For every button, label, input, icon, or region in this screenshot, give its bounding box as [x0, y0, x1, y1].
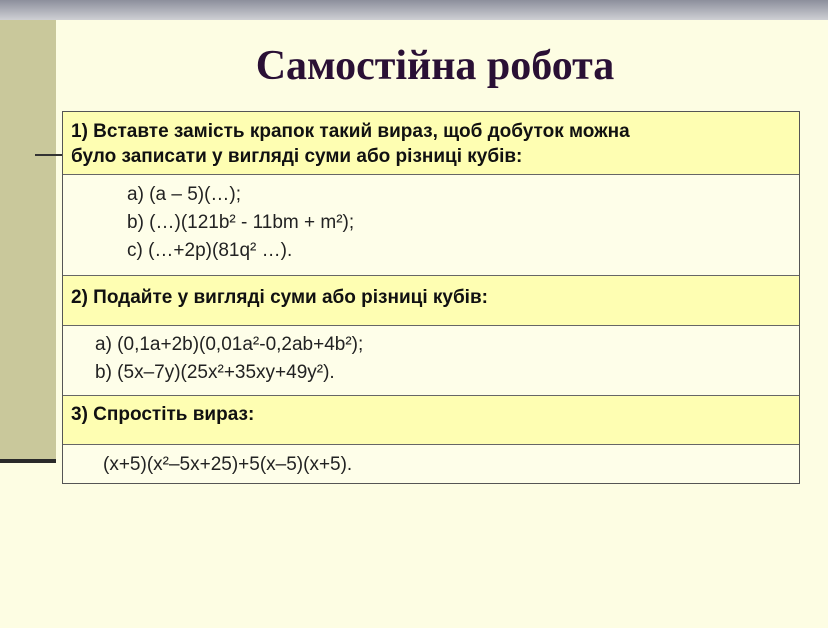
task-1-item-c: c) (…+2p)(81q² …).	[127, 240, 293, 261]
tasks-table	[62, 111, 800, 484]
task-3-items	[63, 445, 799, 483]
task-1-heading	[63, 112, 799, 175]
task-2-item-b: b) (5x–7y)(25x²+35xy+49y²).	[95, 362, 335, 383]
task-1-item-a: а) (a – 5)(…);	[127, 184, 242, 205]
task-3-heading: 3) Спростіть вираз:	[63, 396, 799, 445]
task-1-item-b: b) (…)(121b² - 11bm + m²);	[127, 212, 355, 233]
decorative-line-bottom	[0, 459, 56, 463]
task-3-item: (x+5)(x²–5x+25)+5(x–5)(x+5).	[103, 454, 353, 475]
task-2-item-a: а) (0,1a+2b)(0,01a²-0,2ab+4b²);	[95, 334, 364, 355]
top-band	[0, 0, 828, 20]
task-1-heading-line-1: 1) Вставте замість крапок такий вираз, щоб добуток можна	[71, 121, 630, 142]
task-1-items	[63, 175, 799, 276]
task-1-heading-line-2: було записати у вигляді суми або різниці кубів:	[71, 146, 523, 167]
slide-title: Самостійна робота	[255, 43, 615, 89]
task-2-items	[63, 326, 799, 396]
decorative-line-top	[35, 154, 63, 156]
task-2-heading: 2) Подайте у вигляді суми або різниці кубів:	[63, 276, 799, 326]
